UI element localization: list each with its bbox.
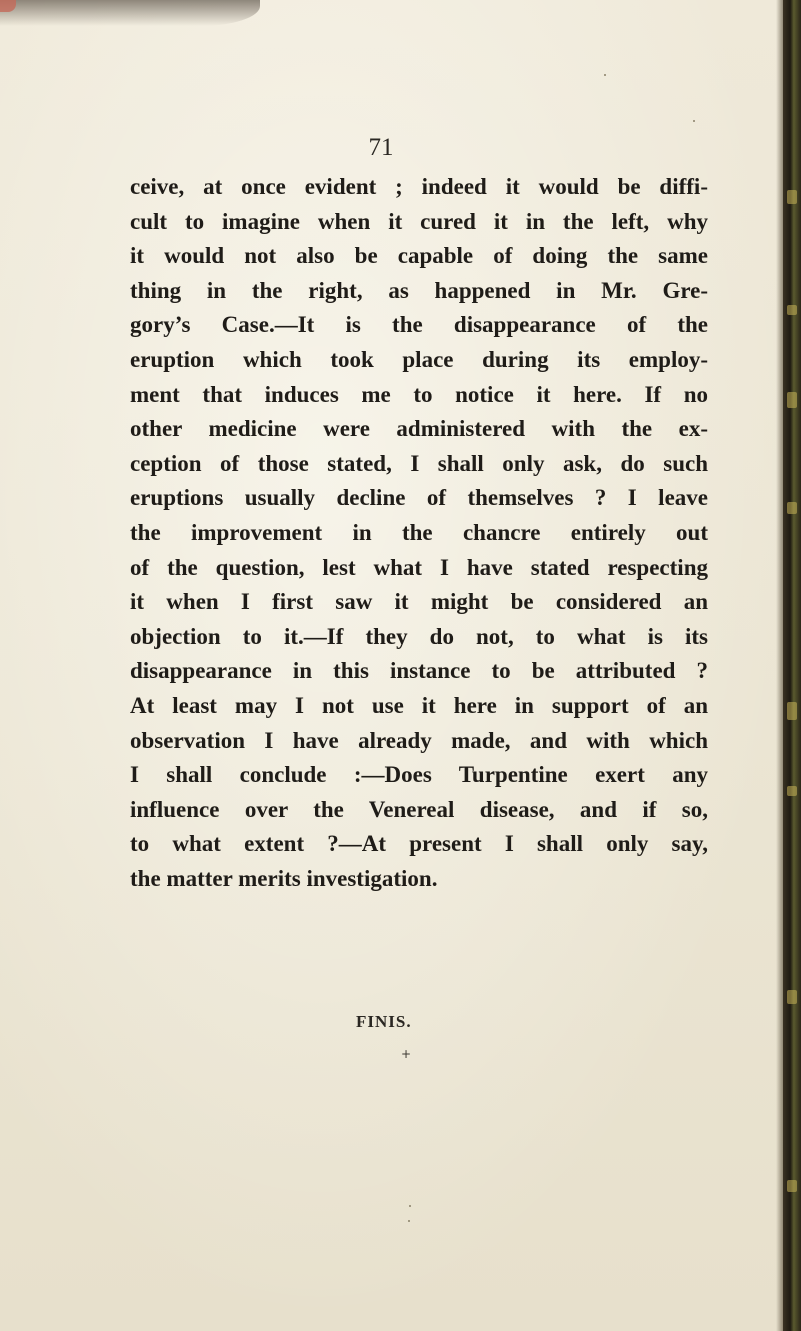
binding-fleck	[787, 190, 797, 204]
text-line-last: the matter merits investigation.	[130, 865, 438, 891]
text-line: the improvement in the chancre entirely out	[130, 519, 708, 545]
text-line: it when I first saw it might be considered an	[130, 589, 708, 615]
text-line: eruptions usually decline of themselves ? I leave	[130, 485, 708, 511]
text-line: thing in the right, as happened in Mr. Gre-	[130, 277, 708, 303]
text-line: cult to imagine when it cured it in the left, why	[130, 208, 708, 234]
text-line: influence over the Venereal disease, and if so,	[130, 796, 708, 822]
text-line: other medicine were administered with the ex-	[130, 416, 708, 442]
finis-heading: FINIS.	[356, 1012, 412, 1031]
text-line: I shall conclude :—Does Turpentine exert any	[130, 762, 708, 788]
binding-fleck	[787, 1180, 797, 1192]
binding-shadow	[776, 0, 783, 1331]
binding-fleck	[787, 702, 797, 720]
text-line: ment that induces me to notice it here. If no	[130, 381, 708, 407]
paper-speck	[604, 74, 606, 76]
text-line: ception of those stated, I shall only ask, do such	[130, 450, 708, 476]
text-line: ceive, at once evident ; indeed it would be diffi-	[130, 174, 708, 199]
page-number: 71	[368, 134, 394, 161]
text-line: it would not also be capable of doing the same	[130, 243, 708, 269]
paper-speck	[409, 1205, 411, 1207]
text-line: objection to it.—If they do not, to what is its	[130, 623, 708, 649]
binding-fleck	[787, 305, 797, 315]
binding-fleck	[787, 786, 797, 796]
text-line: At least may I not use it here in support of an	[130, 692, 708, 718]
binding-fleck	[787, 990, 797, 1004]
binding-fleck	[787, 392, 797, 408]
text-line: disappearance in this instance to be attributed ?	[130, 658, 708, 684]
body-text	[130, 170, 708, 896]
text-line: observation I have already made, and with which	[130, 727, 708, 753]
text-line: of the question, lest what I have stated respecting	[130, 554, 708, 580]
top-edge-shadow	[0, 0, 260, 26]
paper-speck	[693, 120, 695, 122]
binding-fleck	[787, 502, 797, 514]
paper-speck	[408, 1220, 410, 1222]
text-line: eruption which took place during its employ-	[130, 346, 708, 372]
text-line: to what extent ?—At present I shall only say,	[130, 831, 708, 857]
text-line: gory’s Case.—It is the disappearance of the	[130, 312, 708, 338]
ornament-mark: +	[401, 1047, 412, 1061]
